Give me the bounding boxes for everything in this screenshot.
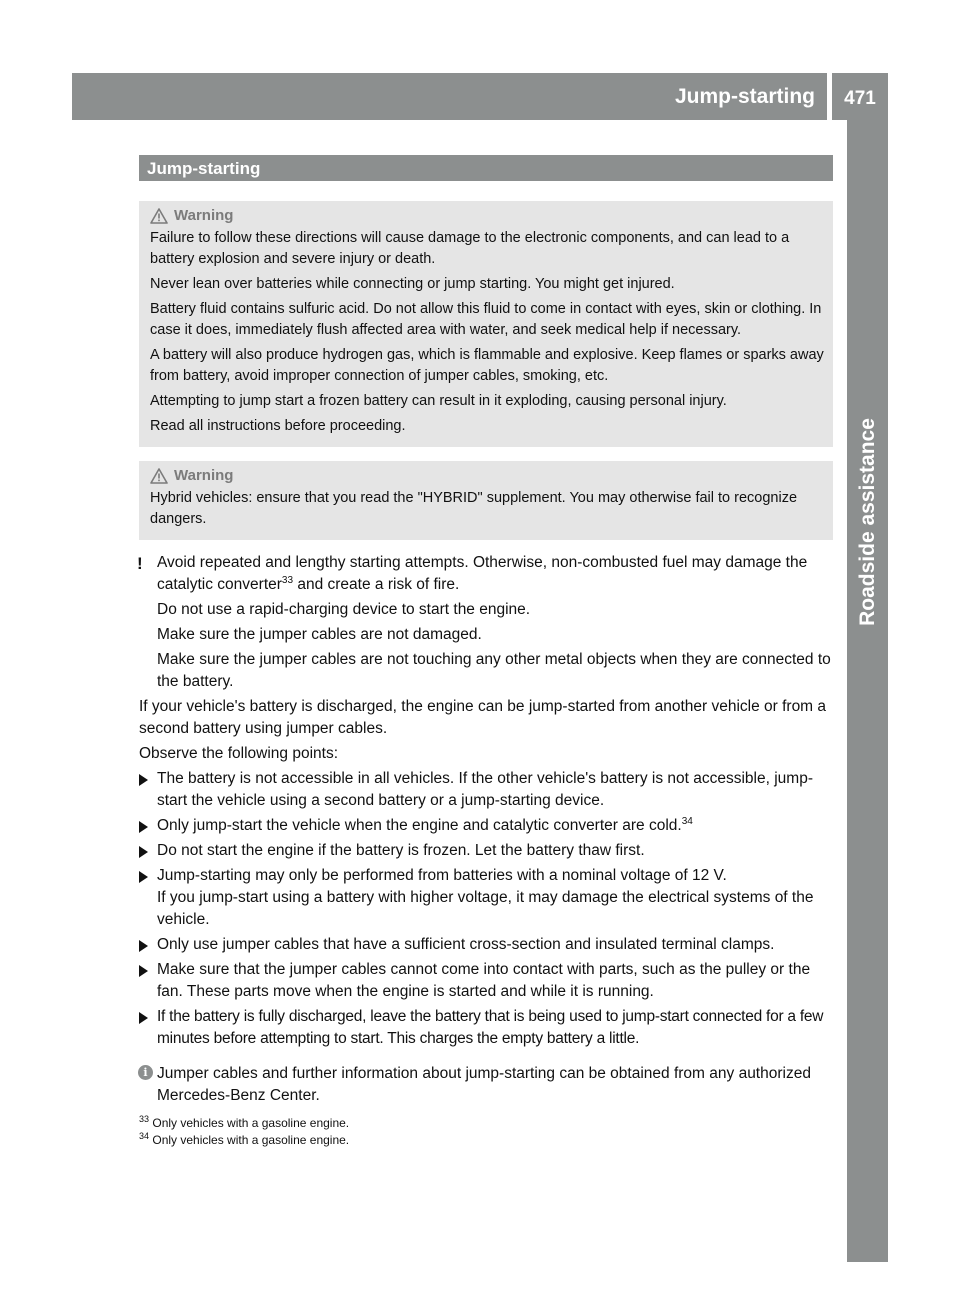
list-item: If the battery is fully discharged, leave the battery that is being used to jump-start connected for a few minutes before attempting to start. This charges the empty battery a little. (139, 1006, 833, 1050)
exclamation-icon: ! (137, 554, 143, 573)
warning-paragraph: Failure to follow these directions will cause damage to the electronic components, and can lead to a battery explosion and severe injury or death. (150, 230, 790, 267)
footnote-ref[interactable]: 33 (281, 574, 294, 586)
list-item: Do not start the engine if the battery is frozen. Let the battery thaw first. (139, 840, 833, 862)
warning-box-hybrid (139, 461, 833, 540)
warning-triangle-icon (150, 208, 168, 224)
body-paragraph: Observe the following points: (139, 745, 339, 762)
note-line: Make sure the jumper cables are not damaged. (157, 626, 482, 643)
arrow-bullet-icon (139, 940, 148, 952)
warning-heading (150, 205, 826, 226)
side-tab-bar (847, 120, 888, 1220)
list-item: Only jump-start the vehicle when the engine and catalytic converter are cold.$^{34}$ (139, 815, 833, 837)
list-item: The battery is not accessible in all vehicles. If the other vehicle's battery is not accessible, jump-start the vehicle using a second battery or a jump-starting device. (139, 768, 833, 812)
list-item: Only use jumper cables that have a sufficient cross-section and insulated terminal clamps. (139, 934, 833, 956)
info-text: Jumper cables and further information about jump-starting can be obtained from any authorized Mercedes-Benz Center. (157, 1065, 811, 1104)
section-title: Jump-starting (139, 155, 833, 181)
arrow-bullet-icon (139, 965, 148, 977)
warning-heading-text: Warning (174, 207, 234, 224)
main-content (137, 155, 833, 1149)
header-title: Jump-starting (674, 85, 815, 108)
warning-paragraph: A battery will also produce hydrogen gas, which is flammable and explosive. Keep flames or sparks away from battery, avoid improper connection of jumper cables, smoking, etc. (150, 347, 824, 384)
arrow-bullet-icon (139, 774, 148, 786)
warning-box-battery (139, 201, 833, 447)
footnote: $^{34}$ Only vehicles with a gasoline engine. (139, 1131, 350, 1147)
warning-paragraph: Read all instructions before proceeding. (150, 418, 406, 434)
side-tab-text: Roadside assistance (855, 418, 879, 626)
warning-triangle-icon (150, 468, 168, 484)
arrow-bullet-icon (139, 821, 148, 833)
note-line: Make sure the jumper cables are not touching any other metal objects when they are connected to the battery. (157, 651, 831, 690)
warning-paragraph: Attempting to jump start a frozen battery can result in it exploding, causing personal injury. (150, 393, 727, 409)
warning-paragraph: Never lean over batteries while connecting or jump starting. You might get injured. (150, 276, 675, 292)
arrow-bullet-icon (139, 871, 148, 883)
page-header-bar (72, 73, 827, 120)
warning-heading (150, 465, 826, 486)
body-paragraph: If your vehicle's battery is discharged, the engine can be jump-started from another vehicle or from a second battery using jumper cables. (139, 698, 827, 737)
footnotes (139, 1115, 833, 1149)
footnote: $^{33}$ Only vehicles with a gasoline engine. (139, 1114, 350, 1130)
side-tab-marker (847, 1202, 888, 1262)
note-line: Do not use a rapid-charging device to start the engine. (157, 601, 531, 618)
footnote-ref[interactable]: 34 (681, 815, 693, 827)
info-note (139, 1063, 833, 1107)
note-line: Avoid repeated and lengthy starting attempts. Otherwise, non-combusted fuel may damage the catalytic converter$^{33}$ and create a risk of fire. (157, 554, 808, 593)
arrow-bullet-icon (139, 846, 148, 858)
instruction-list (139, 768, 833, 1050)
page-number: 471 (832, 73, 888, 120)
caution-note (139, 552, 833, 693)
warning-paragraph: Battery fluid contains sulfuric acid. Do not allow this fluid to come in contact with eyes, skin or clothing. In case it does, immediately flush affected area with water, and seek medical help if necessary. (150, 301, 822, 338)
list-item: Make sure that the jumper cables cannot come into contact with parts, such as the pulley or the fan. These parts move when the engine is started and while it is running. (139, 959, 833, 1003)
info-icon: i (138, 1065, 153, 1080)
warning-paragraph: Hybrid vehicles: ensure that you read the "HYBRID" supplement. You may otherwise fail to recognize dangers. (150, 490, 798, 527)
list-item: Jump-starting may only be performed from batteries with a nominal voltage of 12 V. If you jump-start using a battery with higher voltage, it may damage the electrical systems of the vehicle. (139, 865, 833, 931)
warning-heading-text: Warning (174, 467, 234, 484)
arrow-bullet-icon (139, 1012, 148, 1024)
